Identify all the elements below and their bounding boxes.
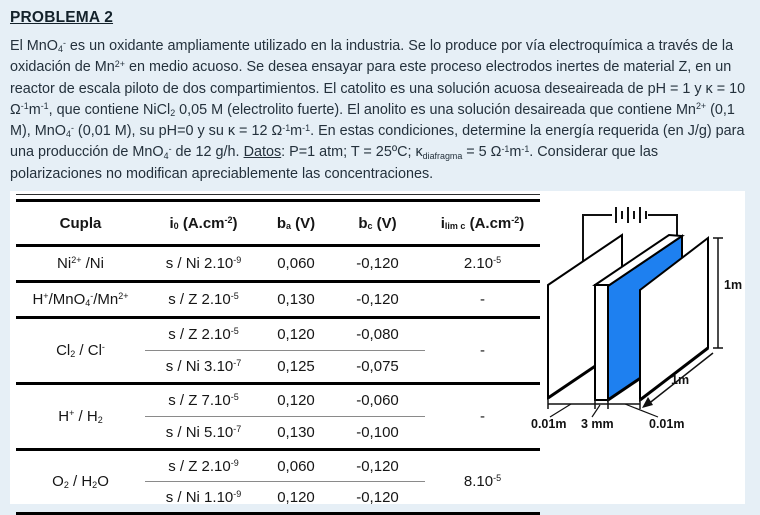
cell-bc: -0,120 xyxy=(330,246,425,282)
cell-i0: s / Z $2.10^{-5}$ xyxy=(145,318,262,351)
cell-diagram xyxy=(525,195,760,440)
cell-ilim: $8.10^{-5}$ xyxy=(425,450,540,514)
cell-bc: -0,075 xyxy=(330,351,425,384)
cell-cupla: $H^+/MnO_4^-/Mn^{2+}$ xyxy=(16,282,145,318)
cell-ba: 0,060 xyxy=(262,246,330,282)
polarization-table xyxy=(16,202,540,515)
column-header-ilim: $i_{lim c}$ $(A.cm^{-2})$ xyxy=(425,202,540,246)
cell-ba: 0,130 xyxy=(262,282,330,318)
cell-bc: -0,080 xyxy=(330,318,425,351)
cell-ilim: $2.10^{-5}$ xyxy=(425,246,540,282)
table-row-mno4 xyxy=(16,282,540,318)
page-title: PROBLEMA 2 xyxy=(10,9,114,26)
dimension-label-depth: 1m xyxy=(671,373,690,387)
polarization-table-wrap xyxy=(16,194,540,515)
height-dimension-line xyxy=(713,238,723,348)
cell-ilim: - xyxy=(425,282,540,318)
cell-cupla: $O_2 / H_2O$ xyxy=(16,450,145,514)
dimension-label-left-gap: 0.01m xyxy=(531,417,567,431)
cell-i0: s / Z $7.10^{-5}$ xyxy=(145,384,262,417)
table-row-cl2-z xyxy=(16,318,540,351)
diaphragm-front-edge xyxy=(595,285,608,400)
table-row-h2-z xyxy=(16,384,540,417)
cell-ba: 0,120 xyxy=(262,384,330,417)
cell-i0: s / Z $2.10^{-5}$ xyxy=(145,282,262,318)
column-header-ba: $b_a$ (V) xyxy=(262,202,330,246)
cell-bc: -0,100 xyxy=(330,417,425,450)
cell-ba: 0,125 xyxy=(262,351,330,384)
cell-i0: s / Ni $5.10^{-7}$ xyxy=(145,417,262,450)
cell-i0: s / Z $2.10^{-9}$ xyxy=(145,450,262,482)
column-header-bc: $b_c$ (V) xyxy=(330,202,425,246)
column-header-i0: $i_0$ $(A.cm^{-2})$ xyxy=(145,202,262,246)
table-row-o2-z xyxy=(16,450,540,482)
cell-ba: 0,060 xyxy=(262,450,330,482)
cell-bc: -0,120 xyxy=(330,282,425,318)
cell-ilim: - xyxy=(425,318,540,384)
cell-bc: -0,060 xyxy=(330,384,425,417)
cell-i0: s / Ni $1.10^{-9}$ xyxy=(145,482,262,514)
cell-cupla: $Ni^{2+}$ /Ni xyxy=(16,246,145,282)
cell-ba: 0,120 xyxy=(262,482,330,514)
gap-dimension-leaders xyxy=(550,404,658,417)
dimension-label-height: 1m xyxy=(724,278,743,292)
table-header-row xyxy=(16,202,540,246)
cell-ba: 0,120 xyxy=(262,318,330,351)
table-row-ni xyxy=(16,246,540,282)
column-header-cupla: Cupla xyxy=(16,202,145,246)
intro-paragraph: El MnO$_4$- es un oxidante ampliamente utilizado en la industria. Se lo produce por vía electroquímica a través de la oxidación de $Mn^{2+}$ en medio acuoso. Se desea ensayar para este proceso electrodos inertes de material Z, en un reactor de escala piloto de dos compartimientos. El catolito es una solución acuosa deseaireada de pH = 1 y κ = 10 $\Omega^{-1}m^{-1}$, que contiene NiCl$_2$ 0,05 M (electrolito fuerte). El anolito es una solución desaireada que contiene $Mn^{2+}$ (0,1 M), MnO$_4$- (0,01 M), su pH=0 y su κ = 12 $\Omega^{-1}m^{-1}$. En estas condiciones, determine la energía requerida (en J/g) para una producción de MnO$_4$- de 12 g/h. Datos: P=1 atm; T = 25ºC; $\kappa_{diafragma} = 5$ $\Omega^{-1}m^{-1}$. Considerar que las polarizaciones no modifican apreciablemente las concentraciones. xyxy=(10,37,746,182)
cell-ilim: - xyxy=(425,384,540,450)
dimension-label-diaphragm: 3 mm xyxy=(581,417,614,431)
content-panel xyxy=(10,191,745,504)
cell-cupla: $H^+ / H_2$ xyxy=(16,384,145,450)
battery-icon xyxy=(616,207,646,223)
cell-bc: -0,120 xyxy=(330,482,425,514)
cell-bc: -0,120 xyxy=(330,450,425,482)
cell-i0: s / Ni $3.10^{-7}$ xyxy=(145,351,262,384)
cell-ba: 0,130 xyxy=(262,417,330,450)
dimension-label-right-gap: 0.01m xyxy=(649,417,685,431)
cell-i0: s / Ni $2.10^{-9}$ xyxy=(145,246,262,282)
cell-cupla: $Cl_2 / Cl^-$ xyxy=(16,318,145,384)
